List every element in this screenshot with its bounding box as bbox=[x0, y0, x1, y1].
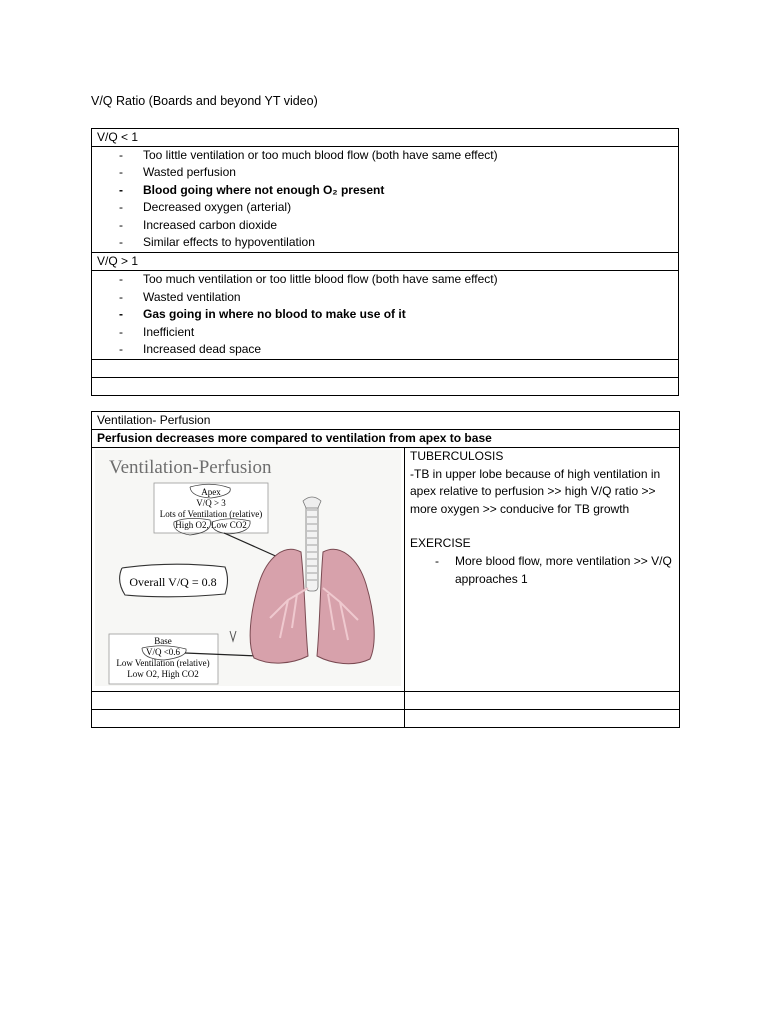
apex-vq: V/Q > 3 bbox=[196, 498, 226, 508]
trachea-icon bbox=[306, 503, 318, 591]
empty-cell bbox=[405, 710, 680, 728]
empty-row bbox=[92, 360, 679, 378]
spacer bbox=[410, 518, 679, 535]
document-title: V/Q Ratio (Boards and beyond YT video) bbox=[91, 94, 318, 108]
exercise-list bbox=[410, 553, 679, 588]
vq-greater-than-one-cell bbox=[92, 271, 679, 360]
list-item: - Too little ventilation or too much blood flow (both have same effect) bbox=[119, 148, 498, 162]
vq-less-than-one-list bbox=[97, 147, 678, 252]
apex-ventilation: Lots of Ventilation (relative) bbox=[159, 509, 263, 519]
figure-title: Ventilation-Perfusion bbox=[109, 457, 272, 478]
ventilation-perfusion-heading: Ventilation- Perfusion bbox=[92, 412, 680, 430]
list-item: - Gas going in where no blood to make use of it bbox=[119, 307, 406, 322]
vq-ratio-table bbox=[91, 128, 679, 396]
vq-greater-than-one-heading: V/Q > 1 bbox=[92, 253, 679, 271]
list-item: - Increased carbon dioxide bbox=[119, 217, 278, 232]
list-item: - Inefficient bbox=[119, 324, 195, 339]
base-gases: Low O2, High CO2 bbox=[127, 669, 199, 679]
empty-row bbox=[92, 378, 679, 396]
overall-vq-label: Overall V/Q = 0.8 bbox=[129, 575, 217, 589]
list-item: - Too much ventilation or too little blood flow (both have same effect) bbox=[119, 272, 498, 287]
empty-cell bbox=[92, 692, 405, 710]
list-item: - Blood going where not enough O₂ present bbox=[119, 182, 385, 197]
list-item: - Wasted perfusion bbox=[119, 165, 236, 180]
ventilation-perfusion-figure bbox=[92, 448, 404, 688]
apex-gases: High O2, Low CO2 bbox=[175, 520, 247, 530]
perfusion-summary: Perfusion decreases more compared to ventilation from apex to base bbox=[92, 430, 680, 448]
list-item: - More blood flow, more ventilation >> V/Q approaches 1 bbox=[435, 553, 672, 586]
exercise-heading: EXERCISE bbox=[410, 536, 471, 551]
vq-less-than-one-cell bbox=[92, 147, 679, 253]
ventilation-perfusion-table bbox=[91, 411, 680, 728]
ventilation-perfusion-figure-cell bbox=[92, 448, 405, 692]
apex-label: Apex bbox=[201, 487, 221, 497]
base-ventilation: Low Ventilation (relative) bbox=[116, 658, 210, 668]
tb-heading: TUBERCULOSIS bbox=[410, 449, 504, 463]
list-item: - Decreased oxygen (arterial) bbox=[119, 200, 292, 215]
list-item: - Increased dead space bbox=[119, 341, 262, 356]
tb-text: -TB in upper lobe because of high ventilation in apex relative to perfusion >> high V/Q ratio >> more oxygen >> conducive for TB growth bbox=[410, 466, 661, 516]
base-label: Base bbox=[154, 636, 172, 646]
base-vq: V/Q <0.6 bbox=[145, 647, 181, 657]
larynx-icon bbox=[303, 497, 321, 508]
empty-cell bbox=[92, 710, 405, 728]
list-item: - Similar effects to hypoventilation bbox=[119, 234, 315, 249]
vq-less-than-one-heading: V/Q < 1 bbox=[92, 129, 679, 147]
list-item: - Wasted ventilation bbox=[119, 289, 241, 304]
empty-cell bbox=[405, 692, 680, 710]
vq-greater-than-one-list bbox=[97, 271, 678, 359]
notes-cell bbox=[405, 448, 680, 692]
